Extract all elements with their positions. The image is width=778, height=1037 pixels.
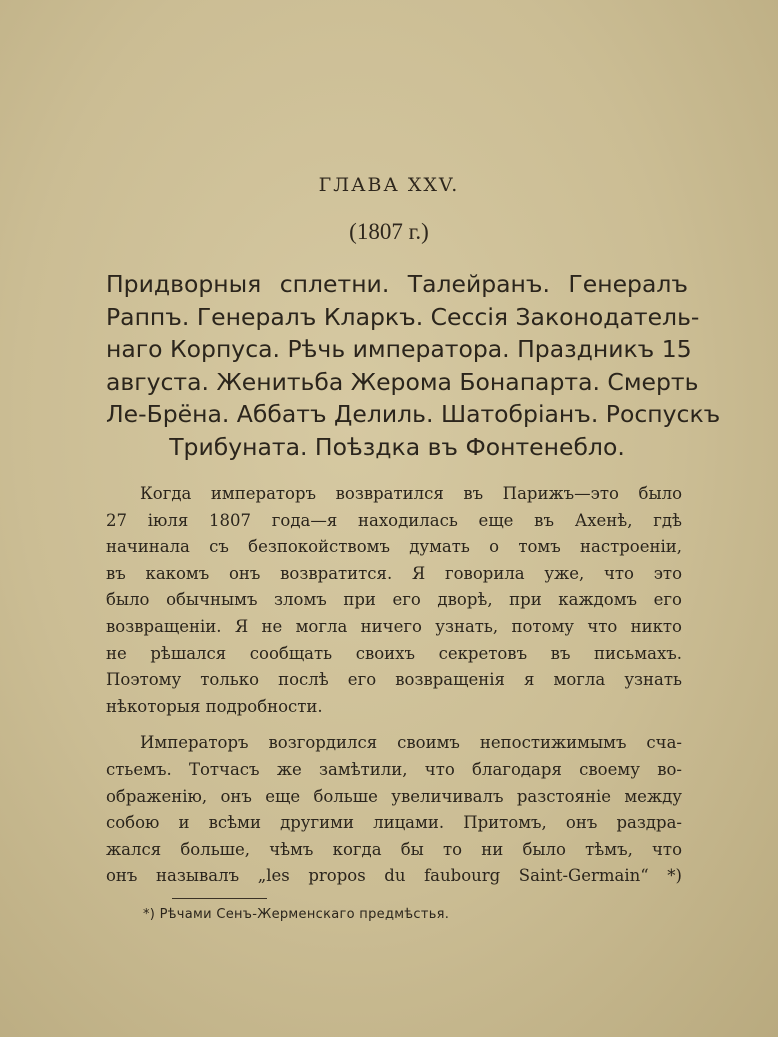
- paragraph-2-line: стьемъ. Тотчасъ же замѣтили, что благодаря своему во-: [106, 759, 682, 779]
- summary-line: Придворныя сплетни. Талейранъ. Генералъ: [106, 270, 688, 298]
- chapter-year: (1807 г.): [349, 219, 429, 244]
- footnote-divider: [172, 898, 267, 899]
- paragraph-1-line: Поэтому только послѣ его возвращенія я могла узнать: [106, 670, 682, 690]
- paragraph-1-line: возвращеніи. Я не могла ничего узнать, потому что никто: [106, 616, 682, 636]
- paragraph-1-line: 27 іюля 1807 года—я находилась еще въ Ахенѣ, гдѣ: [106, 510, 682, 530]
- paragraph-1-line: начинала съ безпокойствомъ думать о томъ настроеніи,: [106, 537, 682, 557]
- paragraph-1-line: въ какомъ онъ возвратится. Я говорила уже, что это: [106, 563, 682, 583]
- summary-line: августа. Женитьба Жерома Бонапарта. Смерть: [106, 367, 699, 396]
- paragraph-2-line: онъ называлъ „les propos du faubourg Saint-Germain“ *): [106, 866, 682, 886]
- footnote: *) Рѣчами Сенъ-Жерменскаго предмѣстья.: [143, 907, 450, 922]
- paragraph-1-line: Когда императоръ возвратился въ Парижъ—это было: [140, 484, 682, 503]
- summary-line: Раппъ. Генералъ Кларкъ. Сессія Законодатель-: [106, 302, 700, 331]
- chapter-summary: [106, 268, 721, 463]
- summary-line: наго Корпуса. Рѣчь императора. Праздникъ 15: [106, 335, 692, 363]
- body-text: [106, 481, 682, 890]
- paragraph-2-line: Императоръ возгордился своимъ непостижимымъ сча-: [140, 733, 682, 753]
- paragraph-2-line: ображенію, онъ еще больше увеличивалъ разстояніе между: [106, 786, 682, 806]
- paragraph-1-line: нѣкоторыя подробности.: [106, 696, 323, 716]
- paragraph-1-line: не рѣшался сообщать своихъ секретовъ въ письмахъ.: [106, 643, 682, 663]
- paragraph-2-line: жался больше, чѣмъ когда бы то ни было тѣмъ, что: [106, 839, 682, 859]
- chapter-title: ГЛАВА XXV.: [318, 174, 460, 196]
- summary-line: Ле-Брёна. Аббатъ Делиль. Шатобріанъ. Роспускъ: [106, 400, 721, 428]
- paragraph-2-line: собою и всѣми другими лицами. Притомъ, онъ раздра-: [106, 813, 682, 833]
- paragraph-1-line: было обычнымъ зломъ при его дворѣ, при каждомъ его: [106, 590, 682, 610]
- summary-line: Трибуната. Поѣздка въ Фонтенебло.: [169, 432, 625, 461]
